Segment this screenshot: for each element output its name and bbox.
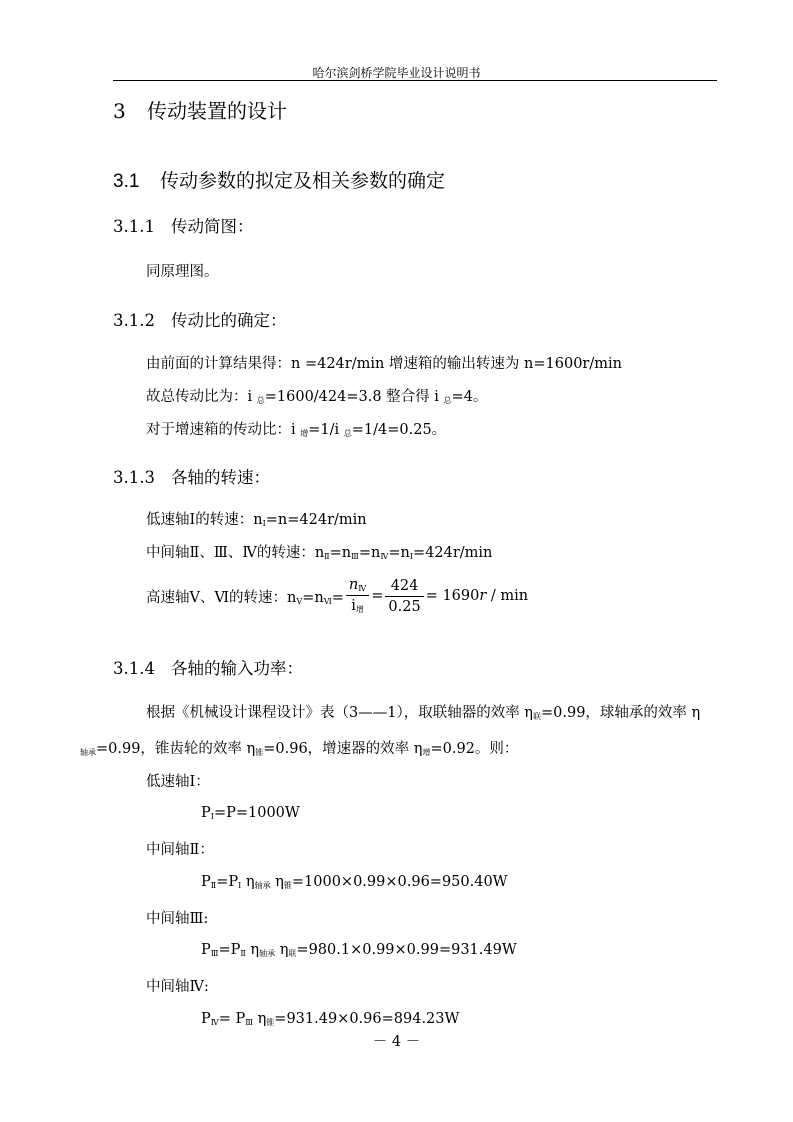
- header-rule: [113, 80, 717, 81]
- axis-label: 中间轴Ⅲ:: [146, 911, 209, 927]
- power-formula: $P_Ⅲ=P_Ⅱ$ $\eta_{轴承}$ $\eta_联=980.1\times 0.99\times 0.99=931.49W$: [201, 942, 517, 958]
- subsection-heading-314: [113, 655, 303, 679]
- paragraph: 由前面的计算结果得：n =424r/min 增速箱的输出转速为 n=1600r/min: [146, 356, 622, 372]
- paragraph: 对于增速箱的传动比：i $_增$=1/i $_总$=1/4=0.25。: [146, 422, 447, 438]
- power-formula: $P_Ⅳ= P_Ⅲ$ $\eta_锥=931.49\times 0.96=894.23W$: [201, 1011, 460, 1027]
- formula-line: 高速轴Ⅴ、Ⅵ的转速：$n_Ⅴ=n_Ⅵ=$ $\frac{n_Ⅳ}{i_增}$ = $\frac{424}{0.25}$ = 1690r / min: [146, 577, 529, 615]
- axis-label: 中间轴Ⅳ:: [146, 979, 209, 995]
- subsection-number: 3.1.4: [113, 659, 155, 678]
- section-number: 3.1: [113, 171, 140, 192]
- subsection-title: 各轴的转速：: [171, 468, 270, 487]
- page-header: 哈尔滨剑桥学院毕业设计说明书: [312, 66, 481, 80]
- paragraph: 低速轴Ⅰ的转速：$n_Ⅰ=n=424r/\min$: [146, 512, 367, 528]
- power-formula: $P_Ⅰ=P=1000W$: [201, 805, 300, 821]
- axis-label: 中间轴Ⅱ：: [146, 842, 214, 858]
- subsection-heading-312: [113, 307, 287, 331]
- power-formula: $P_Ⅱ=P_Ⅰ$ $\eta_{轴承}$ $\eta_锥=1000\times 0.99\times 0.96=950.40W$: [201, 874, 508, 890]
- subsection-title: 各轴的输入功率：: [171, 659, 303, 678]
- paragraph: 故总传动比为：i $_总$=1600/424=3.8 整合得 i $_总$=4。: [146, 389, 488, 405]
- fraction-n4-over-i: $\frac{n_Ⅳ}{i_增}$: [346, 577, 369, 615]
- subsection-number: 3.1.2: [113, 311, 155, 330]
- subsection-title: 传动简图：: [171, 217, 254, 236]
- subsection-heading-313: [113, 464, 270, 488]
- paragraph: 中间轴Ⅱ、Ⅲ、Ⅳ的转速：$n_Ⅱ=n_Ⅲ=n_Ⅳ=n_Ⅰ=424r/\min$: [146, 545, 493, 561]
- paragraph: 同原理图。: [146, 264, 219, 280]
- chapter-title: 传动装置的设计: [147, 99, 287, 123]
- paragraph-efficiency: 根据《机械设计课程设计》表（3——1），取联轴器的效率 $\eta_联=0.99$，球轴承的效率 η $_{轴承}$=0.99，锥齿轮的效率 $\eta_锥=0.96$，增速器的效率 $\eta_增=0.92$。则：: [80, 705, 701, 757]
- section-title: 传动参数的拟定及相关参数的确定: [160, 170, 446, 192]
- subsection-number: 3.1.1: [113, 217, 155, 236]
- subsection-title: 传动比的确定：: [171, 311, 287, 330]
- chapter-heading: [113, 95, 287, 124]
- axis-label: 低速轴Ⅰ：: [146, 774, 210, 790]
- section-heading: [113, 166, 445, 193]
- page-number: － 4 －: [372, 1034, 421, 1050]
- subsection-heading-311: [113, 213, 254, 237]
- chapter-number: 3: [113, 99, 126, 123]
- subsection-number: 3.1.3: [113, 468, 155, 487]
- fraction-424-over-025: $\frac{424}{0.25}$: [385, 578, 423, 615]
